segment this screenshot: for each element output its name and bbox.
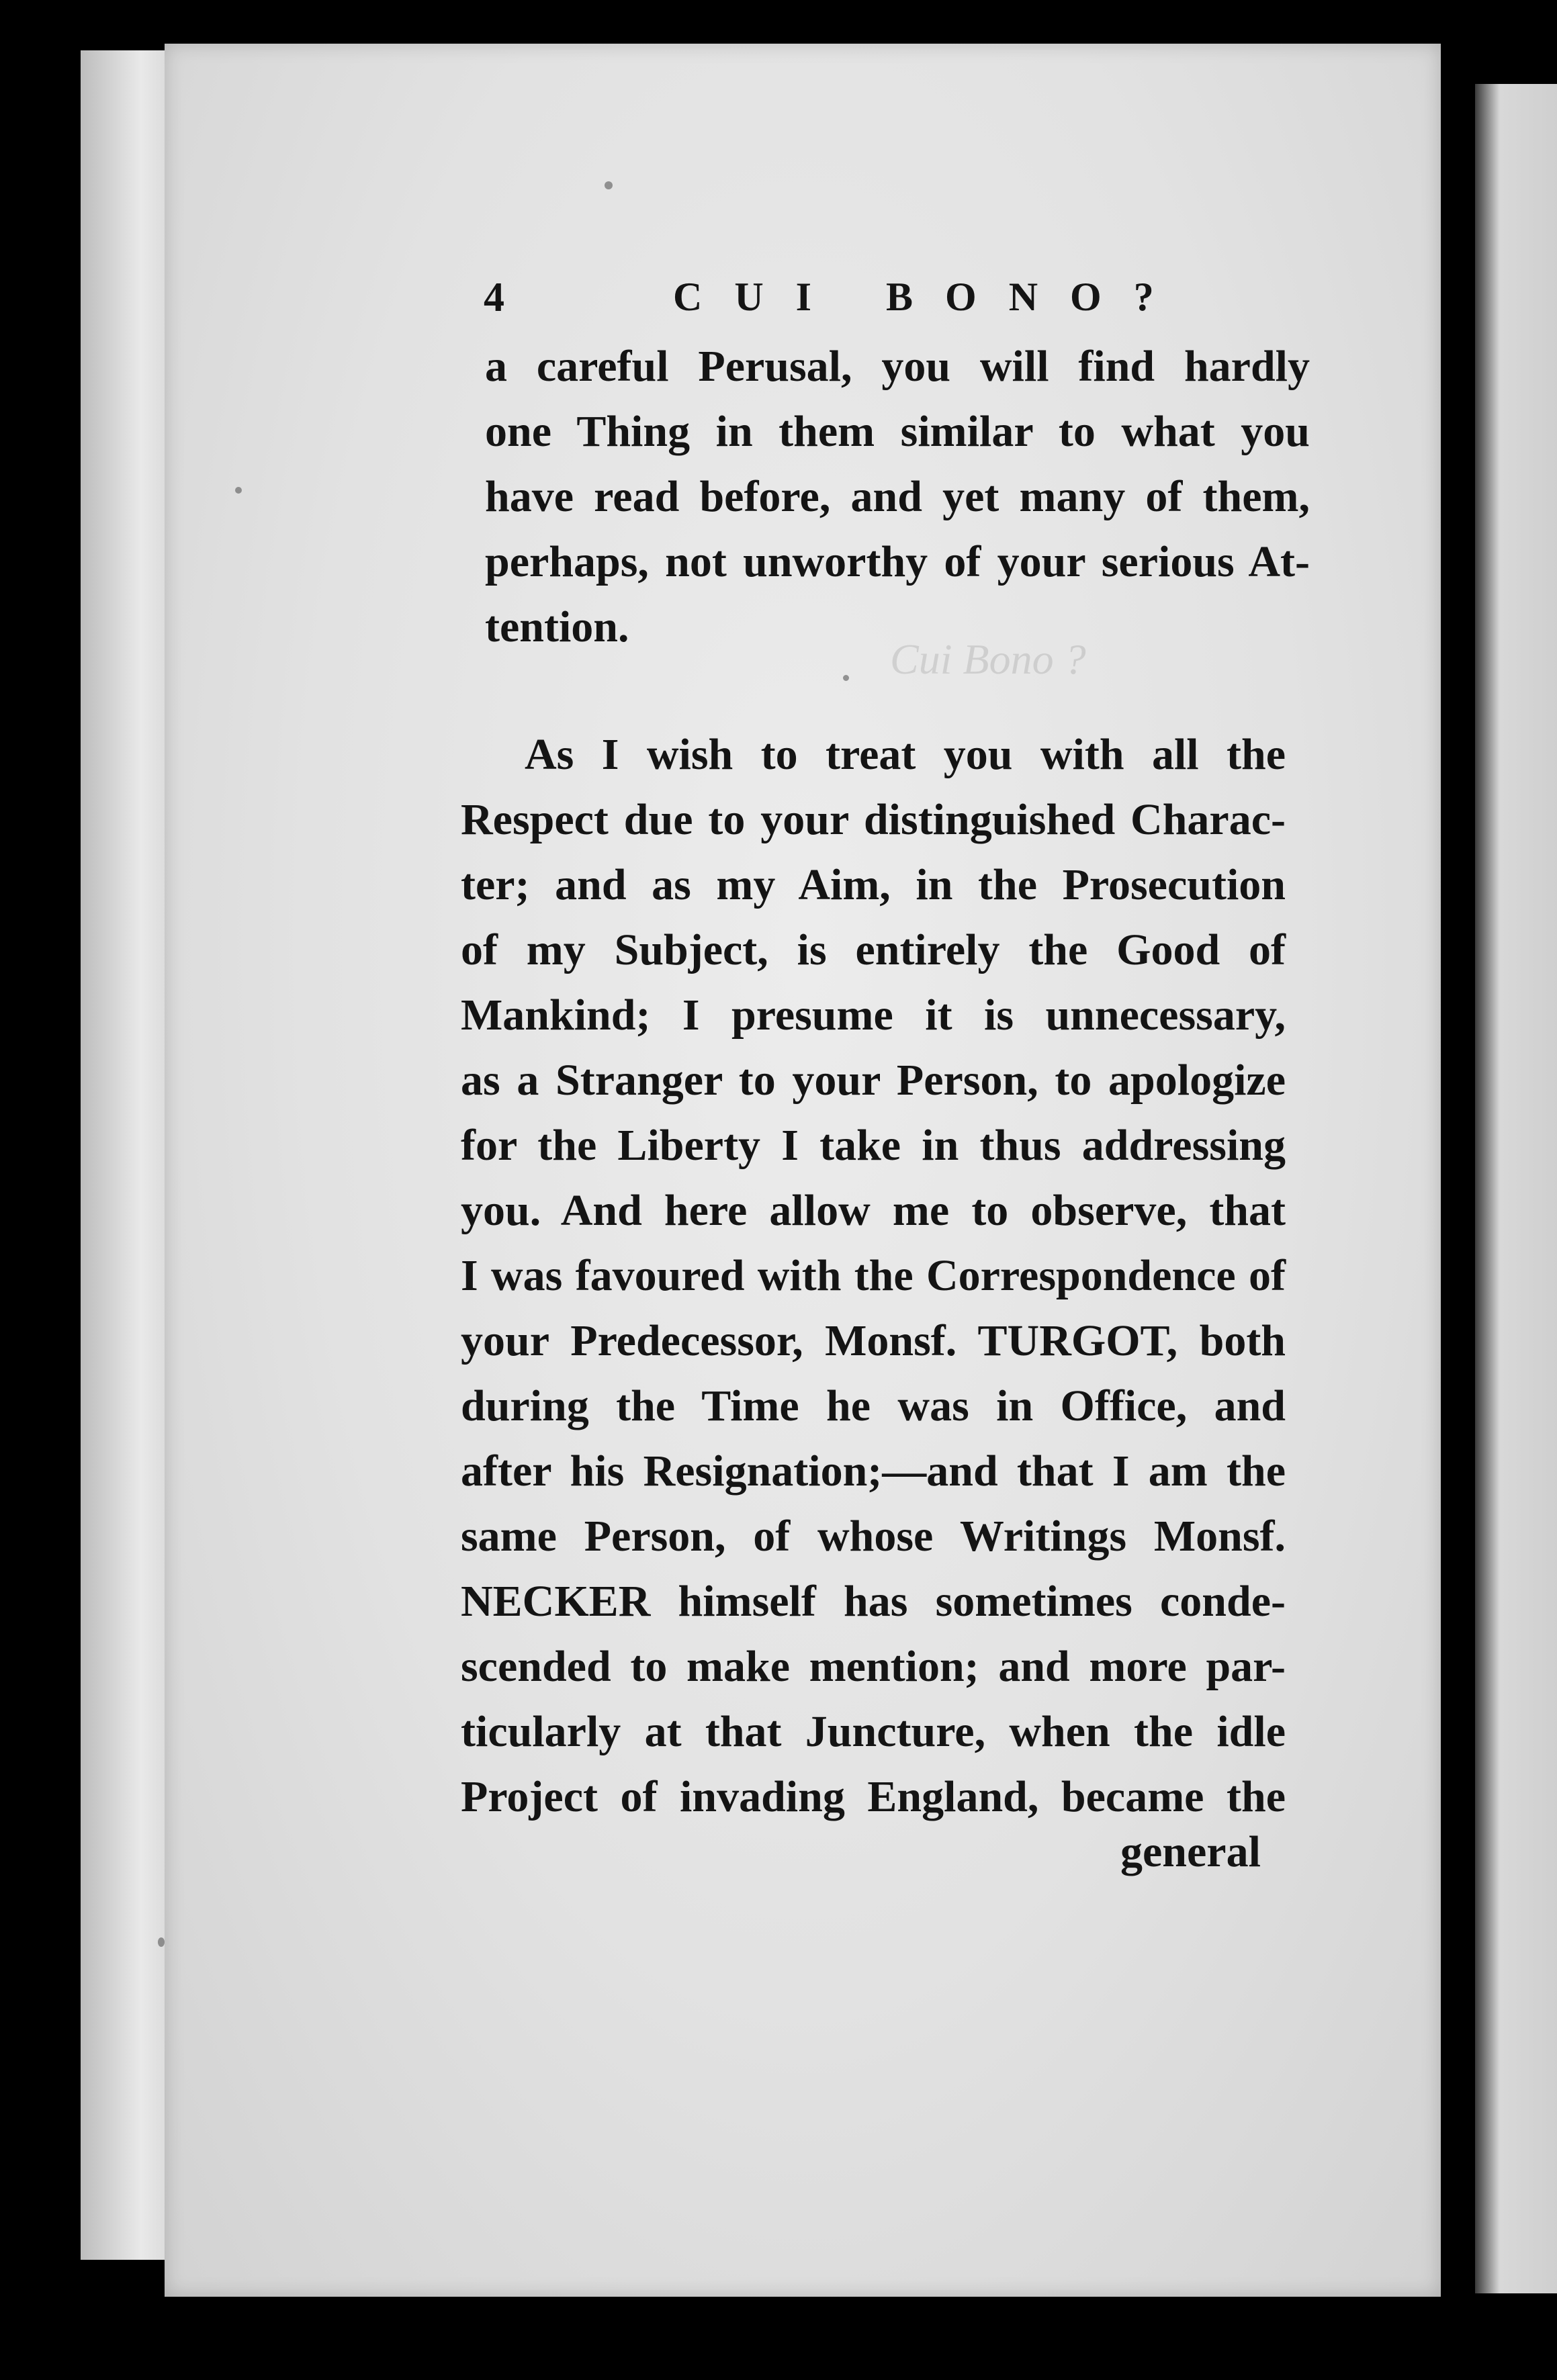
text-line: As I wish to treat you with all the xyxy=(525,730,1286,779)
text-line: I was favoured with the Correspondence of xyxy=(461,1251,1286,1300)
text-line: as a Stranger to your Person, to apologize xyxy=(461,1056,1286,1105)
text-line: one Thing in them similar to what you xyxy=(485,407,1310,456)
text-line: Respect due to your distinguished Charac- xyxy=(461,795,1286,844)
running-title: CUI BONO? xyxy=(673,275,1186,319)
text-line: ticularly at that Juncture, when the idle xyxy=(461,1707,1286,1756)
text-line: have read before, and yet many of them, xyxy=(485,472,1310,521)
text-line: of my Subject, is entirely the Good of xyxy=(461,925,1286,974)
facing-page-edge xyxy=(1475,84,1557,2293)
text-line: perhaps, not unworthy of your serious At- xyxy=(485,537,1310,586)
text-line: same Person, of whose Writings Monsf. xyxy=(461,1512,1286,1561)
paragraph-2 xyxy=(461,722,1286,1829)
text-line: for the Liberty I take in thus addressing xyxy=(461,1121,1286,1170)
text-line: tention. xyxy=(485,602,629,651)
text-line: ter; and as my Aim, in the Prosecution xyxy=(461,860,1286,909)
text-line: NECKER himself has sometimes conde- xyxy=(461,1577,1286,1626)
text-line: a careful Perusal, you will find hardly xyxy=(485,342,1310,391)
running-head xyxy=(484,274,1196,334)
ink-speck xyxy=(158,1937,165,1947)
text-line: Project of invading England, became the xyxy=(461,1772,1286,1821)
catchword: general xyxy=(1120,1827,1261,1876)
page-number: 4 xyxy=(484,275,504,320)
text-line: your Predecessor, Monsf. TURGOT, both xyxy=(461,1316,1286,1365)
text-line: Mankind; I presume it is unnecessary, xyxy=(461,991,1286,1040)
show-through-ghost: Cui Bono ? xyxy=(890,635,1086,683)
text-line: you. And here allow me to observe, that xyxy=(461,1186,1286,1235)
ink-speck xyxy=(235,487,242,494)
text-line: after his Resignation;—and that I am the xyxy=(461,1447,1286,1496)
paragraph-1 xyxy=(485,334,1310,659)
text-line: scended to make mention; and more par- xyxy=(461,1642,1286,1691)
ink-speck xyxy=(605,181,613,189)
ink-speck xyxy=(843,675,849,681)
text-line: during the Time he was in Office, and xyxy=(461,1381,1286,1430)
